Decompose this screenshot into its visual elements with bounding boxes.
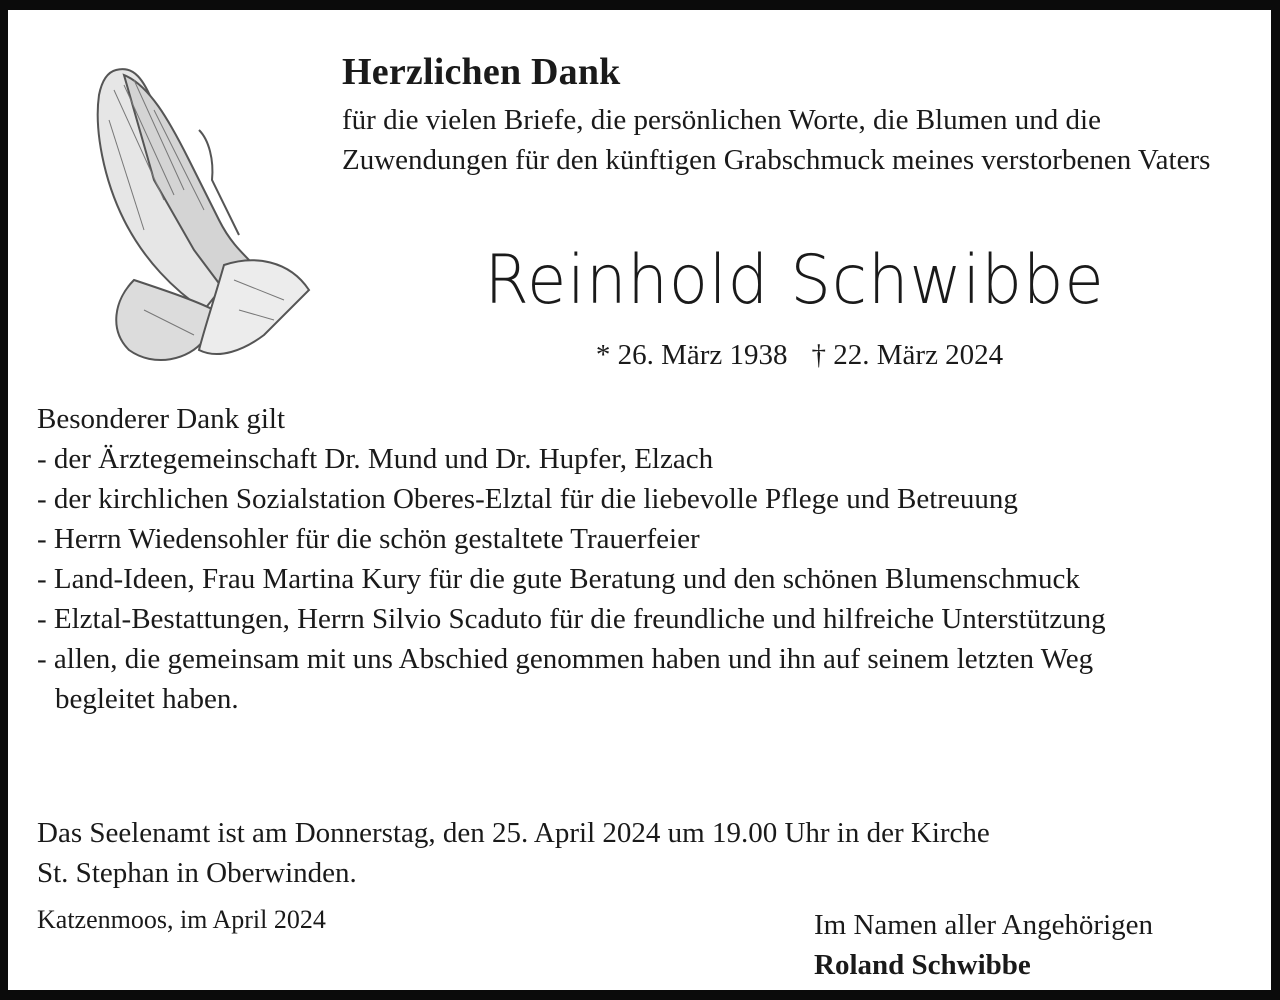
thanks-item: - allen, die gemeinsam mit uns Abschied genommen haben und ihn auf seinem letzten Weg begleitet haben.: [37, 643, 1094, 715]
intro-text: für die vielen Briefe, die persönlichen Worte, die Blumen und die Zuwendungen für den künftigen Grabschmuck meines verstorbenen Vaters: [342, 104, 1211, 176]
service-line: Das Seelenamt ist am Donnerstag, den 25. April 2024 um 19.00 Uhr in der Kirche: [37, 817, 990, 849]
thanks-item: - Herrn Wiedensohler für die schön gestaltete Trauerfeier: [37, 523, 700, 555]
special-thanks: [37, 399, 1257, 719]
service-line: St. Stephan in Oberwinden.: [37, 857, 357, 889]
signature-intro: Im Namen aller Angehörigen: [814, 909, 1154, 941]
birth-date: * 26. März 1938: [595, 339, 788, 371]
heading: Herzlichen Dank: [342, 51, 621, 93]
death-date: † 22. März 2024: [811, 339, 1004, 371]
praying-hands-icon: [54, 50, 314, 380]
thanks-intro: Besonderer Dank gilt: [37, 403, 286, 435]
thanks-item: - Elztal-Bestattungen, Herrn Silvio Scaduto für die freundliche und hilfreiche Unterstützung: [37, 603, 1106, 635]
thanks-item: - Land-Ideen, Frau Martina Kury für die gute Beratung und den schönen Blumenschmuck: [37, 563, 1080, 595]
place-date: Katzenmoos, im April 2024: [37, 905, 326, 934]
service-info: [37, 813, 1257, 893]
thanks-item: - der Ärztegemeinschaft Dr. Mund und Dr. Hupfer, Elzach: [37, 443, 714, 475]
obituary-notice: [8, 10, 1271, 990]
life-dates: [8, 339, 1271, 372]
thanks-item: - der kirchlichen Sozialstation Oberes-Elztal für die liebevolle Pflege und Betreuung: [37, 483, 1018, 515]
signer-name: Roland Schwibbe: [814, 949, 1031, 981]
deceased-name: Reinhold Schwibbe: [484, 241, 1105, 320]
signature: [814, 905, 1153, 985]
